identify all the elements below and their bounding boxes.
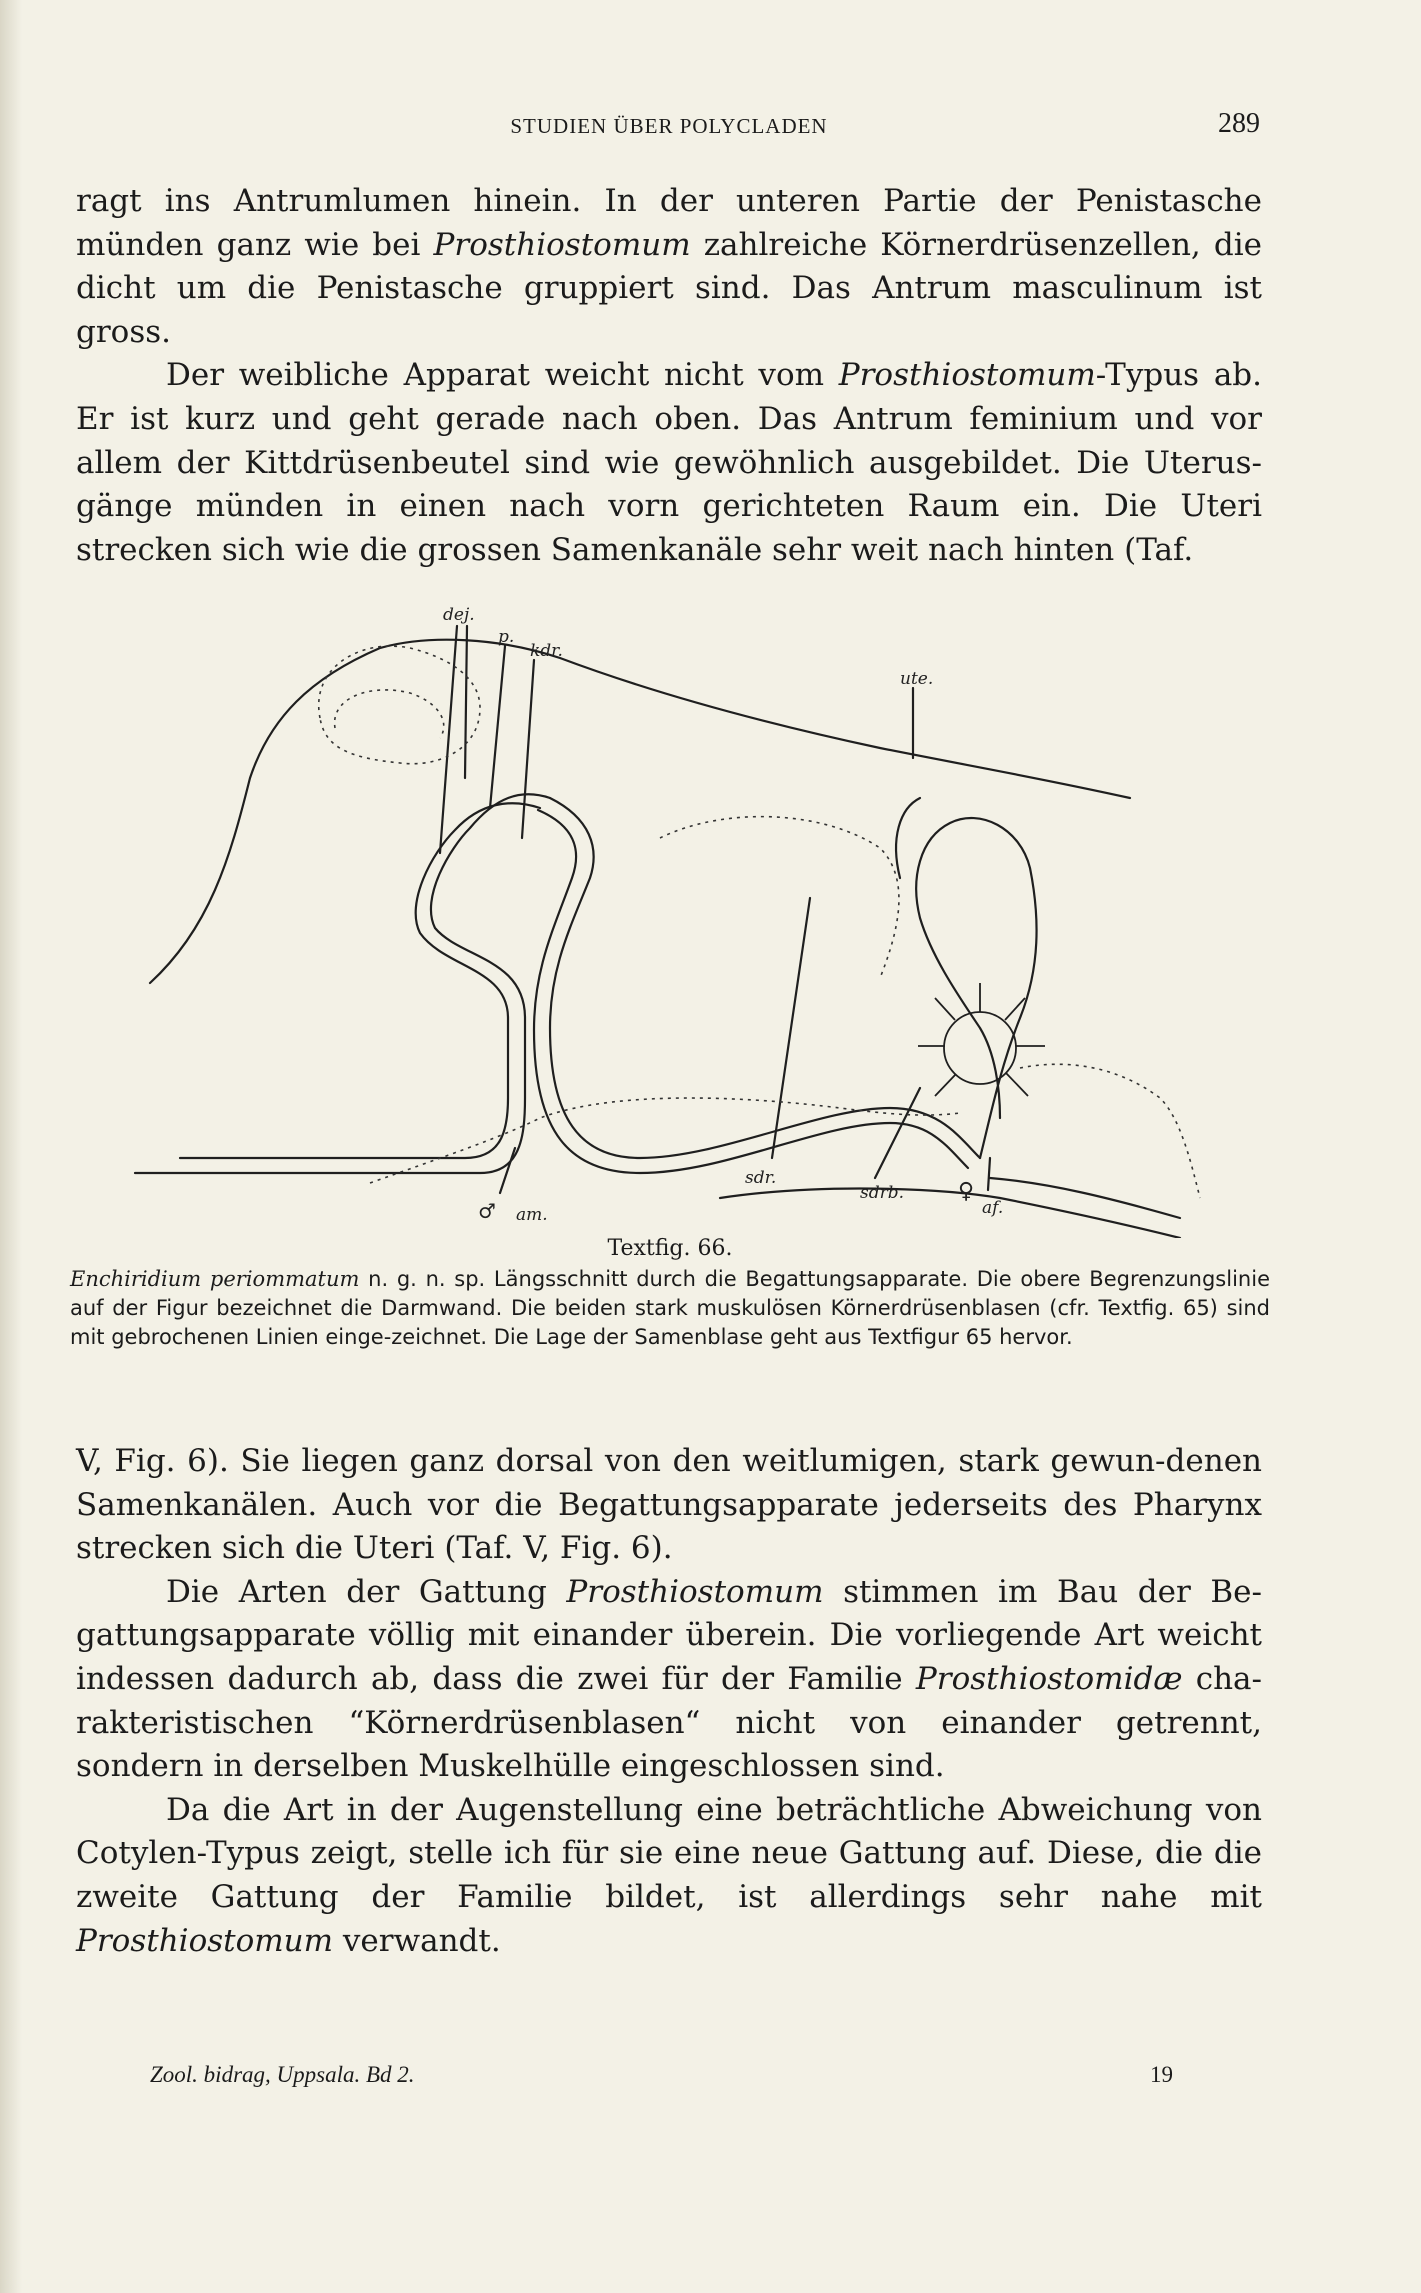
italic-genus-name: Prosthiostomum: [838, 357, 1096, 394]
text-run: zahlreiche Körnerdrüsenzellen, die dicht um die Penistasche gruppiert sind. Das Antrum masculinum ist gross.: [76, 226, 1263, 350]
italic-genus-name: Prosthiostomum: [76, 1922, 334, 1959]
uterus-duct: [1006, 1073, 1028, 1096]
pointer-dej-2: [465, 626, 467, 778]
label-male: ♂: [478, 1199, 496, 1223]
caption-body: [70, 1265, 1270, 1352]
male-antrum-outer: [135, 794, 550, 1173]
uterus-sac: [944, 1012, 1016, 1084]
female-duct: [916, 818, 1036, 1158]
label-kdr: kdr.: [530, 641, 563, 661]
label-p: p.: [498, 627, 515, 647]
page-number: 289: [1218, 108, 1260, 139]
caption-title: Textfig. 66.: [607, 1236, 733, 1261]
label-sdr: sdr.: [745, 1168, 777, 1188]
page-edge-shadow: [0, 0, 22, 2293]
footer-journal: Zool. bidrag, Uppsala. Bd 2.: [150, 2062, 415, 2087]
granule-vesicle-dashed: [319, 646, 480, 764]
paragraph: [76, 1789, 1262, 1963]
right-dotted-region: [1020, 1064, 1200, 1198]
page-footer: [150, 2062, 1173, 2096]
pointer-p: [490, 646, 505, 808]
italic-family-name: Prosthiostomidæ: [915, 1660, 1183, 1697]
paragraph: [76, 354, 1262, 572]
penis-pocket: [550, 798, 980, 1158]
text-run: ragt ins Antrumlumen hinein. In der unteren Partie der Penistasche münden ganz wie bei: [76, 183, 1262, 263]
label-af: af.: [982, 1198, 1004, 1218]
pointer-sdr: [772, 898, 810, 1158]
label-am: am.: [516, 1205, 548, 1225]
paragraph: [76, 1440, 1262, 1571]
uterus-loop: [896, 798, 920, 878]
uterus-duct: [935, 998, 955, 1020]
text-run: stimmen im Bau der Be-gattungsapparate völlig mit einander überein. Die vorliegende Art weicht indessen dadurch ab, dass die zwei für der Familie: [76, 1573, 1262, 1697]
body-text-top: [76, 180, 1262, 572]
text-run: Der weibliche Apparat weicht nicht vom: [166, 357, 839, 394]
text-run: verwandt.: [333, 1922, 501, 1959]
pointer-kdr: [522, 660, 534, 838]
label-ute: ute.: [900, 669, 934, 689]
penis-pocket-inner: [534, 810, 968, 1173]
label-dej: dej.: [443, 605, 475, 625]
anatomical-figure: [120, 598, 1220, 1238]
paragraph: [76, 180, 1262, 354]
running-head: STUDIEN ÜBER POLYCLADEN: [510, 114, 828, 138]
paragraph: [76, 1571, 1262, 1789]
dorsal-dotted-line: [370, 1098, 960, 1183]
uterus-duct: [1005, 998, 1025, 1020]
body-text-bottom: [76, 1440, 1262, 1963]
uterus-duct: [935, 1074, 956, 1096]
muscular-region-dashed: [660, 817, 899, 978]
ventral-line-2: [990, 1178, 1180, 1218]
footer-signature: 19: [1150, 2062, 1173, 2087]
text-run: cha-rakteristischen “Körnerdrüsenblasen“ nicht von einander getrennt, sondern in derselben Muskelhülle eingeschlossen sind.: [76, 1660, 1262, 1785]
figure-drawing: [120, 598, 1220, 1238]
caption-species: Enchiridium periommatum: [70, 1267, 360, 1291]
figure-caption: [70, 1234, 1270, 1352]
text-run: Da die Art in der Augenstellung eine beträchtliche Abweichung von Cotylen-Typus zeigt, stelle ich für sie eine neue Gattung auf. Diese, die die zweite Gattung der Familie bildet, ist allerdings sehr nahe mit: [76, 1791, 1262, 1915]
text-run: Die Arten der Gattung: [166, 1573, 567, 1610]
page-header: [78, 108, 1260, 148]
italic-genus-name: Prosthiostomum: [566, 1573, 824, 1610]
granule-vesicle-dashed-2: [335, 690, 444, 738]
ventral-line: [720, 1189, 1180, 1238]
pointer-sdrb: [875, 1088, 920, 1178]
text-run: -Typus ab. Er ist kurz und geht gerade nach oben. Das Antrum feminium und vor allem der Kittdrüsenbeutel sind wie gewöhnlich ausgebildet. Die Uterus-gänge münden in einen nach vorn gerichteten Raum ein. Die Uteri strecken sich wie die grossen Samenkanäle sehr weit nach hinten (Taf.: [76, 357, 1262, 568]
label-sdrb: sdrb.: [860, 1183, 905, 1203]
male-antrum-inner: [180, 803, 540, 1158]
pointer-af: [988, 1158, 990, 1190]
pointer-am: [500, 1148, 515, 1193]
outer-body-line: [150, 640, 1130, 983]
italic-genus-name: Prosthiostomum: [433, 226, 691, 263]
caption-text: n. g. n. sp. Längsschnitt durch die Begattungsapparate. Die obere Begrenzungslinie auf der Figur bezeichnet die Darmwand. Die beiden stark muskulösen Körnerdrüsenblasen (cfr. Textfig. 65) sind mit gebrochenen Linien einge-zeichnet. Die Lage der Samenblase geht aus Textfigur 65 hervor.: [70, 1267, 1270, 1349]
text-run: V, Fig. 6). Sie liegen ganz dorsal von den weitlumigen, stark gewun-denen Samenkanälen. Auch vor die Begattungsapparate jederseits des Pharynx strecken sich die Uteri (Taf. V, Fig. 6).: [76, 1443, 1262, 1567]
label-female: ♀: [958, 1179, 975, 1204]
